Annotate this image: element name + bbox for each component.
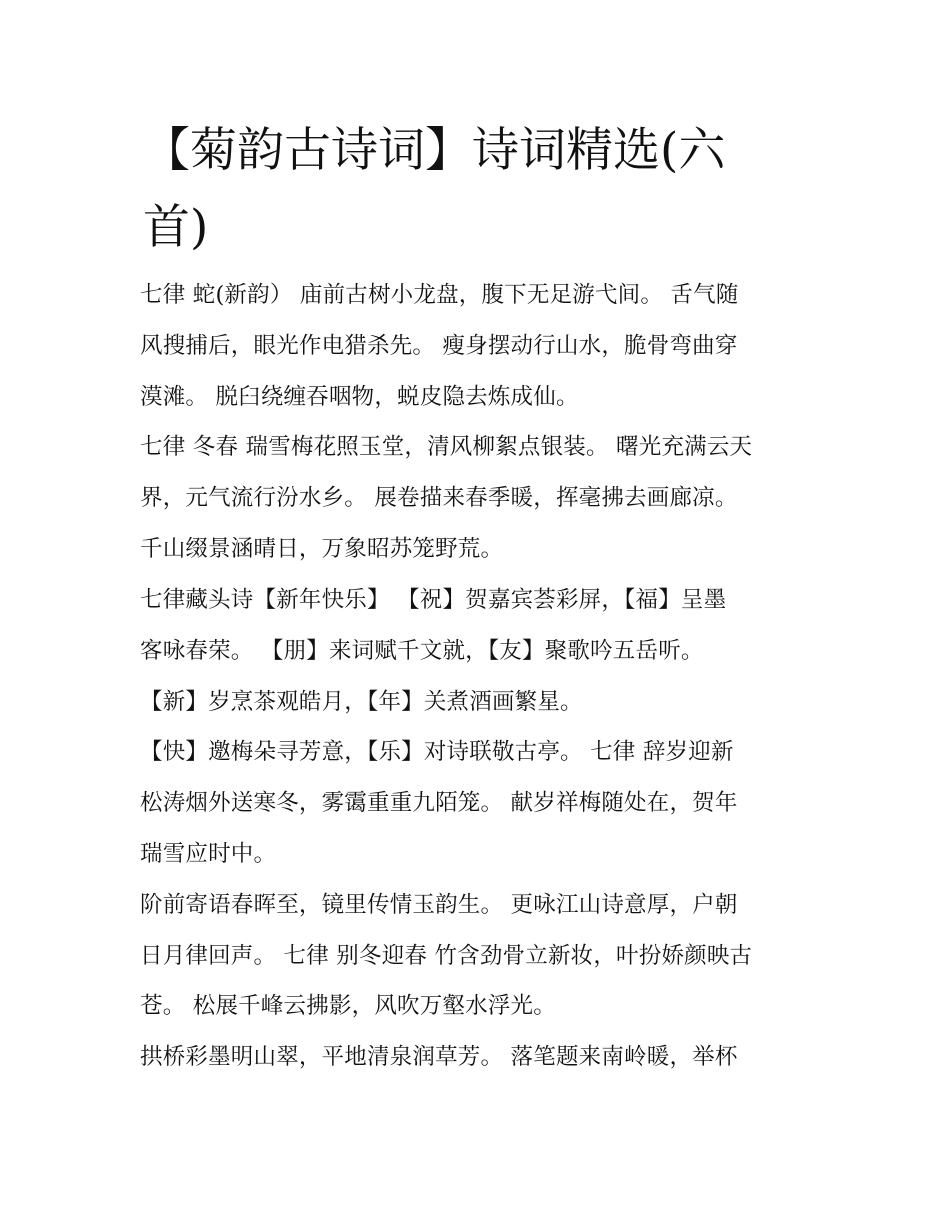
text-line: 拱桥彩墨明山翠，平地清泉润草芳。 落笔题来南岭暖，举杯 [140, 1044, 738, 1070]
text-line: 七律 冬春 瑞雪梅花照玉堂，清风柳絮点银装。 曙光充满云天 [140, 434, 753, 460]
text-line: 界，元气流行汾水乡。 展卷描来春季暖，挥毫拂去画廊凉。 [140, 485, 738, 511]
text-line: 客咏春荣。 【朋】来词赋千文就，【友】聚歌吟五岳听。 [140, 638, 704, 664]
text-line: 松涛烟外送寒冬，雾霭重重九陌笼。 献岁祥梅随处在，贺年 [140, 790, 738, 816]
text-line: 千山缀景涵晴日，万象昭苏笼野荒。 [140, 536, 504, 562]
text-line: 日月律回声。 七律 别冬迎春 竹含劲骨立新妆，叶扮娇颜映古 [140, 943, 753, 969]
text-line: 七律藏头诗【新年快乐】 【祝】贺嘉宾荟彩屏，【福】呈墨 [140, 587, 727, 613]
text-line: 【快】邀梅朵寻芳意，【乐】对诗联敬古亭。 七律 辞岁迎新 [140, 739, 734, 765]
text-line: 漠滩。 脱臼绕缠吞咽物，蜕皮隐去炼成仙。 [140, 384, 579, 410]
text-line: 瑞雪应时中。 [140, 841, 277, 867]
text-line: 苍。 松展千峰云拂影，风吹万壑水浮光。 [140, 993, 556, 1019]
document-title [143, 112, 783, 266]
text-line: 阶前寄语春晖至，镜里传情玉韵生。 更咏江山诗意厚，户朝 [140, 892, 738, 918]
title-line-2: 首) [143, 200, 209, 255]
title-line-1: 【菊韵古诗词】诗词精选(六 [143, 123, 726, 178]
text-line: 风搜捕后，眼光作电猎杀先。 瘦身摆动行山水，脆骨弯曲穿 [140, 333, 738, 359]
text-line: 【新】岁烹茶观皓月，【年】关煮酒画繁星。 [140, 689, 583, 715]
text-line: 七律 蛇(新韵） 庙前古树小龙盘，腹下无足游弋间。 舌气随 [140, 282, 739, 308]
